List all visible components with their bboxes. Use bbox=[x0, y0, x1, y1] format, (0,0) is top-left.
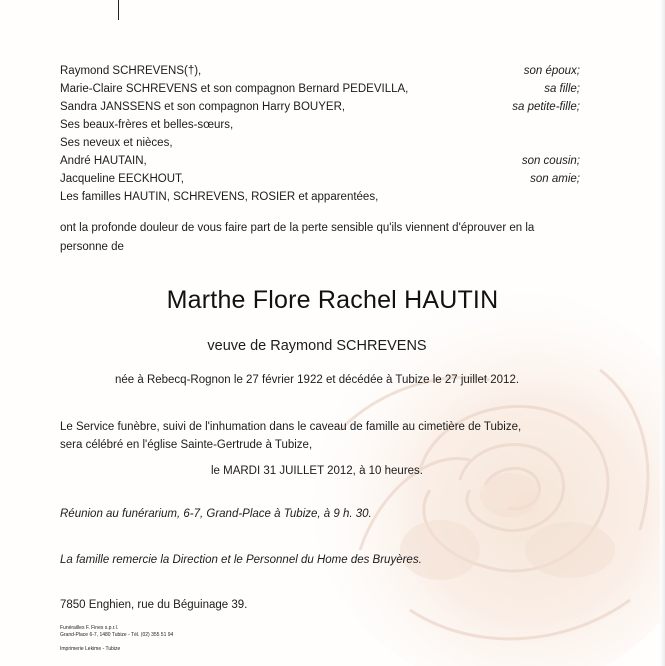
family-line bbox=[60, 170, 580, 188]
page-edge-shadow bbox=[660, 0, 665, 666]
fold-mark bbox=[118, 0, 119, 20]
family-member: Ses neveux et nièces, bbox=[60, 137, 173, 149]
announcement-line-1: ont la profonde douleur de vous faire part de la perte sensible qu'ils viennent d'éprouver en la bbox=[60, 222, 535, 234]
family-address: 7850 Enghien, rue du Béguinage 39. bbox=[60, 599, 248, 611]
deceased-name: Marthe Flore Rachel HAUTIN bbox=[166, 286, 499, 314]
family-relation: son amie; bbox=[530, 173, 580, 185]
thanks-note: La famille remercie la Direction et le Personnel du Home des Bruyères. bbox=[60, 554, 422, 566]
family-member: Ses beaux-frères et belles-sœurs, bbox=[60, 119, 234, 131]
family-member: André HAUTAIN, bbox=[60, 155, 147, 167]
family-member: Sandra JANSSENS et son compagnon Harry BOUYER, bbox=[60, 101, 346, 113]
family-line bbox=[60, 62, 580, 80]
family-line bbox=[60, 80, 580, 98]
funeral-home-name: Funérailles F. Fines s.p.r.l. bbox=[60, 625, 119, 631]
family-line bbox=[60, 152, 580, 170]
family-member: Marie-Claire SCHREVENS et son compagnon Bernard PEDEVILLA, bbox=[60, 83, 409, 95]
family-member: Raymond SCHREVENS(†), bbox=[60, 65, 202, 77]
widow-of: veuve de Raymond SCHREVENS bbox=[207, 338, 427, 354]
family-member: Les familles HAUTIN, SCHREVENS, ROSIER et apparentées, bbox=[60, 191, 379, 203]
printer-credit: Imprimerie Lekime - Tubize bbox=[60, 646, 121, 652]
family-member: Jacqueline EECKHOUT, bbox=[60, 173, 184, 185]
family-relation: son époux; bbox=[523, 65, 580, 77]
gathering-info: Réunion au funérarium, 6-7, Grand-Place à Tubize, à 9 h. 30. bbox=[60, 508, 372, 520]
birth-death-dates: née à Rebecq-Rognon le 27 février 1922 et décédée à Tubize le 27 juillet 2012. bbox=[114, 374, 520, 386]
service-datetime: le MARDI 31 JUILLET 2012, à 10 heures. bbox=[210, 465, 423, 477]
family-line bbox=[60, 98, 580, 116]
family-relation: sa petite-fille; bbox=[512, 101, 580, 113]
service-line-2: sera célébré en l'église Sainte-Gertrude à Tubize, bbox=[60, 439, 313, 451]
family-line bbox=[60, 188, 580, 206]
service-line-1: Le Service funèbre, suivi de l'inhumation dans le caveau de famille au cimetière de Tubize, bbox=[60, 421, 522, 433]
funeral-home-address: Grand-Place 6-7, 1480 Tubize - Tél. (02) 355 51 94 bbox=[60, 632, 174, 638]
family-line bbox=[60, 134, 580, 152]
family-relation: sa fille; bbox=[544, 83, 580, 95]
family-line bbox=[60, 116, 580, 134]
family-relation: son cousin; bbox=[521, 155, 580, 167]
announcement-line-2: personne de bbox=[60, 241, 124, 253]
